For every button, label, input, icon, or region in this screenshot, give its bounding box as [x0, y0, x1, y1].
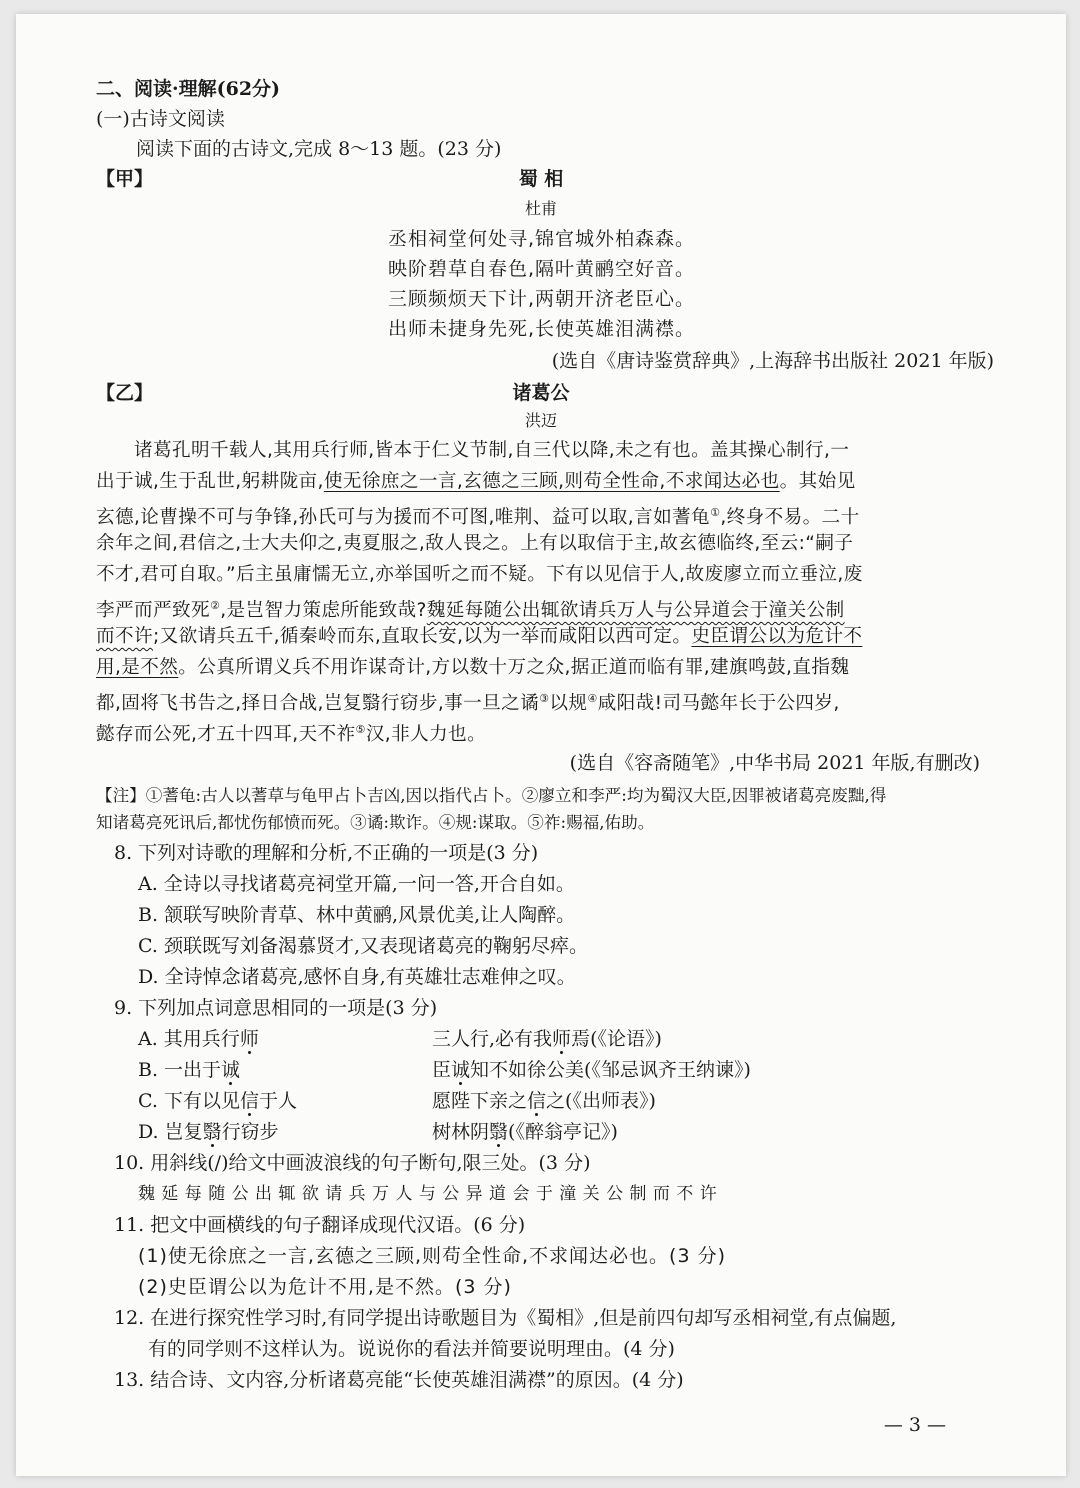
jia-tag: 【甲】	[96, 168, 154, 190]
question-8: 8. 下列对诗歌的理解和分析,不正确的一项是(3 分)	[114, 842, 539, 864]
essay-line-5: 不才,君可自取。”后主虽庸懦无立,亦举国听之而不疑。下有以见信于人,故废廖立而立垂泣,废	[96, 564, 863, 585]
essay-line-2: 出于诚,生于乱世,躬耕陇亩,使无徐庶之一言,玄德之三顾,则苟全性命,不求闻达必也。其始见	[96, 471, 856, 492]
section-title: 二、阅读·理解(62分)	[96, 78, 281, 100]
note-ref-1: ①	[710, 506, 721, 519]
q9-option-c: C. 下有以见信于人 愿陛下亲之信之(《出师表》)	[138, 1090, 656, 1112]
q8-option-b: B. 颔联写映阶青草、林中黄鹂,风景优美,让人陶醉。	[138, 904, 576, 926]
wavy-sentence: 魏延每随公出辄欲请兵万人与公异道会于潼关公制	[426, 600, 845, 622]
dotted-char: 信	[239, 1090, 259, 1112]
yi-tag: 【乙】	[96, 382, 154, 404]
q8-option-a: A. 全诗以寻找诸葛亮祠堂开篇,一问一答,开合自如。	[138, 873, 575, 895]
q8-option-d: D. 全诗悼念诸葛亮,感怀自身,有英雄壮志难伸之叹。	[138, 966, 576, 988]
essay-line-10: 懿存而公死,才五十四耳,天不祚⑤汉,非人力也。	[96, 723, 487, 746]
essay-line-4: 余年之间,君信之,士大夫仰之,夷夏服之,敌人畏之。上有以取信于主,故玄德临终,至云:“嗣子	[96, 533, 854, 554]
dotted-char: 翳	[489, 1121, 509, 1143]
poem-author: 杜甫	[524, 199, 557, 218]
underlined-sentence-2-end: 用,是不然	[96, 657, 179, 678]
poem-source: (选自《唐诗鉴赏辞典》,上海辞书出版社 2021 年版)	[551, 350, 994, 372]
question-9: 9. 下列加点词意思相同的一项是(3 分)	[114, 997, 438, 1019]
essay-source: (选自《容斋随笔》,中华书局 2021 年版,有删改)	[569, 752, 980, 774]
essay-title: 诸葛公	[512, 382, 570, 404]
dotted-char: 翳	[202, 1121, 222, 1143]
question-12: 12. 在进行探究性学习时,有同学提出诗歌题目为《蜀相》,但是前四句却写丞相祠堂,有点偏题,	[114, 1307, 897, 1329]
dotted-char: 师	[552, 1028, 572, 1050]
q9-option-a: A. 其用兵行师 三人行,必有我师焉(《论语》)	[138, 1028, 662, 1050]
dotted-char: 师	[239, 1028, 259, 1050]
q9-option-b: B. 一出于诚 臣诚知不如徐公美(《邹忌讽齐王纳谏》)	[138, 1059, 751, 1081]
q10-sentence: 魏 延 每 随 公 出 辄 欲 请 兵 万 人 与 公 异 道 会 于 潼 关 公 制 而 不 许	[138, 1184, 718, 1204]
note-ref-4: ④	[587, 692, 598, 705]
poem-line-1: 丞相祠堂何处寻,锦官城外柏森森。	[388, 228, 696, 250]
note-ref-3: ③	[539, 692, 550, 705]
subsection-title: (一)古诗文阅读	[96, 108, 225, 130]
poem-line-3: 三顾频烦天下计,两朝开济老臣心。	[388, 288, 696, 310]
note-ref-2: ②	[209, 599, 221, 612]
essay-line-1: 诸葛孔明千载人,其用兵行师,皆本于仁义节制,自三代以降,未之有也。盖其操心制行,一	[134, 440, 850, 461]
poem-title: 蜀 相	[518, 168, 564, 190]
dotted-char: 信	[527, 1090, 547, 1112]
essay-line-9: 都,固将飞书告之,择日合战,岂复翳行窃步,事一旦之谲③以规④咸阳哉!司马懿年长于公四岁,	[96, 692, 840, 715]
note-ref-5: ⑤	[355, 723, 366, 736]
exam-page	[16, 14, 1066, 1476]
essay-line-8: 用,是不然。公真所谓义兵不用诈谋奇计,方以数十万之众,据正道而临有罪,建旗鸣鼓,直指魏	[96, 657, 850, 678]
section-intro: 阅读下面的古诗文,完成 8～13 题。(23 分)	[136, 138, 502, 160]
question-11: 11. 把文中画横线的句子翻译成现代汉语。(6 分)	[114, 1214, 526, 1236]
poem-line-4: 出师未捷身先死,长使英雄泪满襟。	[388, 318, 696, 340]
essay-line-6: 李严而严致死②,是岂智力策虑所能致哉?魏延每随公出辄欲请兵万人与公异道会于潼关公制	[96, 599, 845, 622]
q8-option-c: C. 颈联既写刘备渴慕贤才,又表现诸葛亮的鞠躬尽瘁。	[138, 935, 588, 957]
poem-line-2: 映阶碧草自春色,隔叶黄鹂空好音。	[388, 258, 696, 280]
q11-sentence-2: (2)史臣谓公以为危计不用,是不然。(3 分)	[138, 1276, 512, 1298]
footnote-line-1: 【注】①蓍龟:古人以蓍草与龟甲占卜吉凶,因以指代占卜。②廖立和李严:均为蜀汉大臣,因罪被诸葛亮废黜,得	[96, 786, 887, 805]
wavy-sentence-end: 而不许	[96, 626, 153, 647]
underlined-sentence-1: 使无徐庶之一言,玄德之三顾,则苟全性命,不求闻达必也	[323, 471, 780, 492]
q11-sentence-1: (1)使无徐庶之一言,玄德之三顾,则苟全性命,不求闻达必也。(3 分)	[138, 1245, 726, 1267]
q9-option-d: D. 岂复翳行窃步 树林阴翳(《醉翁亭记》)	[138, 1121, 618, 1143]
dotted-char: 诚	[451, 1059, 471, 1081]
underlined-sentence-2: 史臣谓公以为危计不	[691, 626, 863, 647]
essay-line-3: 玄德,论曹操不可与争锋,孙氏可与为援而不可图,唯荆、益可以取,言如蓍龟①,终身不易。二十	[96, 506, 860, 529]
question-10: 10. 用斜线(/)给文中画波浪线的句子断句,限三处。(3 分)	[114, 1152, 591, 1174]
dotted-char: 诚	[221, 1059, 241, 1081]
essay-author: 洪迈	[524, 411, 557, 430]
footnote-line-2: 知诸葛亮死讯后,都忧伤郁愤而死。③谲:欺诈。④规:谋取。⑤祚:赐福,佑助。	[96, 813, 655, 832]
essay-line-7: 而不许;又欲请兵五千,循秦岭而东,直取长安,以为一举而咸阳以西可定。史臣谓公以为危计不	[96, 626, 863, 647]
question-13: 13. 结合诗、文内容,分析诸葛亮能“长使英雄泪满襟”的原因。(4 分)	[114, 1369, 684, 1391]
page-number: — 3 —	[883, 1414, 946, 1436]
question-12-cont: 有的同学则不这样认为。说说你的看法并简要说明理由。(4 分)	[148, 1338, 675, 1360]
